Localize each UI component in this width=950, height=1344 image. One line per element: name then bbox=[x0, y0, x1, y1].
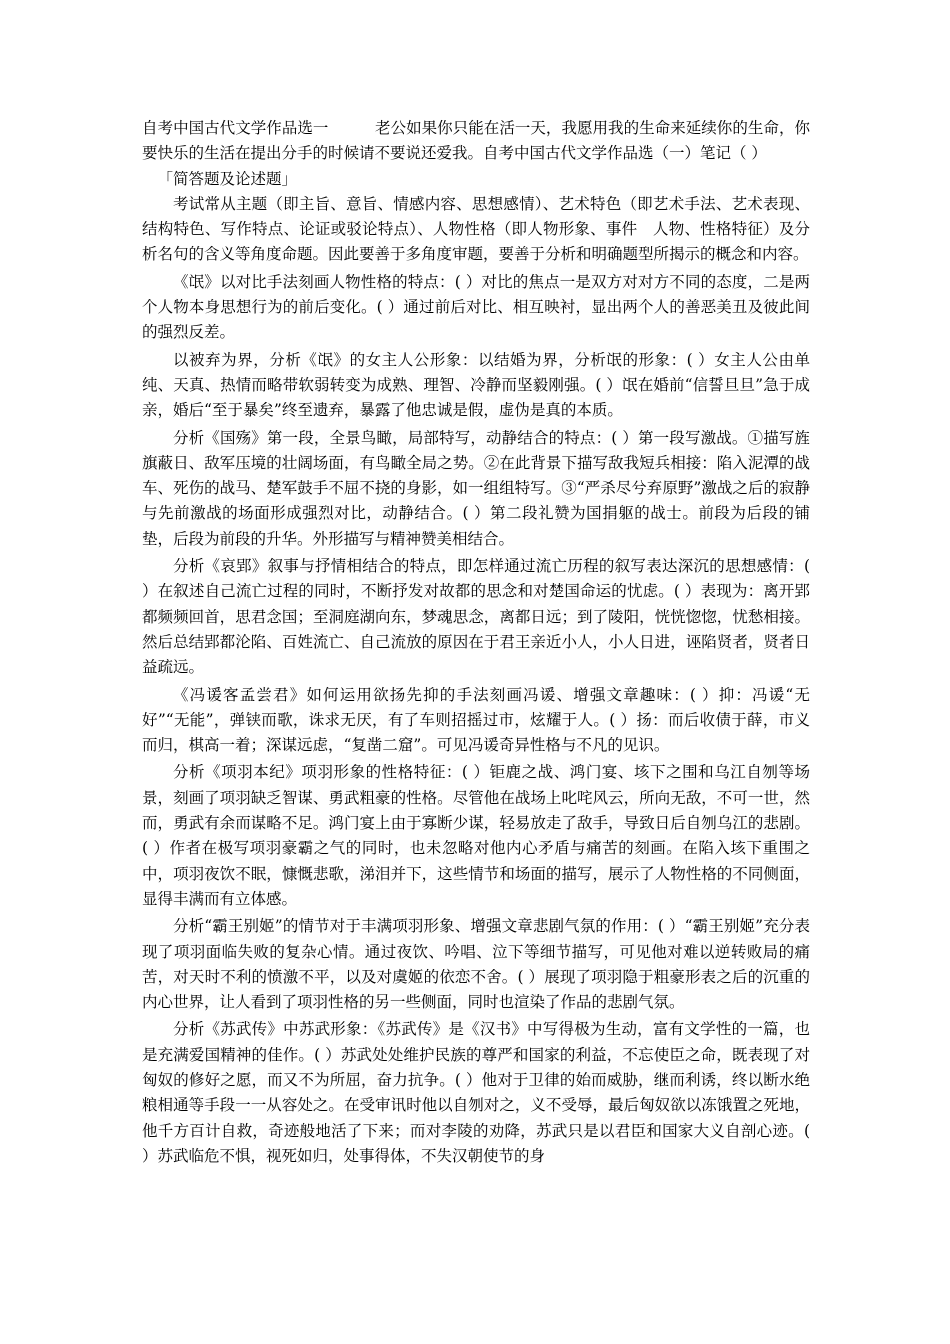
paragraph-mang-heroine: 以被弃为界，分析《氓》的女主人公形象：以结婚为界，分析氓的形象：( ）女主人公由单纯、天真、热情而略带软弱转变为成熟、理智、冷静而坚毅刚强。( ）氓在婚前“信誓旦旦”急于成亲，婚后“至于暴矣”终至遗弃，暴露了他忠诚是假，虚伪是真的本质。 bbox=[142, 350, 810, 420]
paragraph-aiying: 分析《哀郢》叙事与抒情相结合的特点，即怎样通过流亡历程的叙写表达深沉的思想感情：( ）在叙述自己流亡过程的同时，不断抒发对故都的思念和对楚国命运的忧虑。( ）表现为：离开郢都频频回首，思君念国；至洞庭湖向东，梦魂思念，离都日远；到了陵阳，恍恍惚惚，忧愁相接。然后总结郢都沦陷、百姓流亡、自己流放的原因在于君王亲近小人，小人日进，诬陷贤者，贤者日益疏远。 bbox=[142, 557, 810, 677]
paragraph-exam-overview: 考试常从主题（即主旨、意旨、情感内容、思想感情）、艺术特色（即艺术手法、艺术表现、结构特色、写作特点、论证或驳论特点）、人物性格（即人物形象、事件 人物、性格特征）及分析名句的含义等角度命题。因此要善于多角度审题，要善于分析和明确题型所揭示的概念和内容。 bbox=[142, 194, 810, 264]
paragraph-xiangyu-character: 分析《项羽本纪》项羽形象的性格特征：( ）钜鹿之战、鸿门宴、垓下之围和乌江自刎等场景，刻画了项羽缺乏智谋、勇武粗豪的性格。尽管他在战场上叱咤风云，所向无敌，不可一世，然而，勇武有余而谋略不足。鸿门宴上由于寡断少谋，轻易放走了敌手，导致日后自刎乌江的悲剧。( ）作者在极写项羽豪霸之气的同时，也未忽略对他内心矛盾与痛苦的刻画。在陷入垓下重围之中，项羽夜饮不眠，慷慨悲歌，涕泪并下，这些情节和场面的描写，展示了人物性格的不同侧面，显得丰满而有立体感。 bbox=[142, 763, 810, 908]
paragraph-bawang-bieji: 分析“霸王别姬”的情节对于丰满项羽形象、增强文章悲剧气氛的作用：( ）“霸王别姬”充分表现了项羽面临失败的复杂心情。通过夜饮、吟唱、泣下等细节描写，可见他对难以逆转败局的痛苦，对天时不利的愤激不平，以及对虞姬的依恋不舍。( ）展现了项羽隐于粗豪形表之后的沉重的内心世界，让人看到了项羽性格的另一些侧面，同时也渲染了作品的悲剧气氛。 bbox=[142, 917, 810, 1012]
paragraph-suwu: 分析《苏武传》中苏武形象：《苏武传》是《汉书》中写得极为生动，富有文学性的一篇，也是充满爱国精神的佳作。( ）苏武处处维护民族的尊严和国家的利益，不忘使臣之命，既表现了对匈奴的修好之愿，而又不为所屈，奋力抗争。( ）他对于卫律的始而威胁，继而利诱，终以断水绝粮相通等手段一一从容处之。在受审讯时他以自刎对之，义不受辱，最后匈奴欲以冻饿置之死地，他千方百计自救，奇迹般地活了下来；而对李陵的劝降，苏武只是以君臣和国家大义自剖心迹。( ）苏武临危不惧，视死如归，处事得体，不失汉朝使节的身 bbox=[142, 1020, 810, 1165]
section-heading: 「简答题及论述题」 bbox=[157, 169, 298, 188]
paragraph-guoshang: 分析《国殇》第一段，全景鸟瞰，局部特写，动静结合的特点：( ）第一段写激战。①描写旌旗蔽日、敌军压境的壮阔场面，有鸟瞰全局之势。②在此背景下描写敌我短兵相接：陷入泥潭的战车、死伤的战马、楚军鼓手不屈不挠的身影，如一组组特写。③“严杀尽兮弃原野”激战之后的寂静与先前激战的场面形成强烈对比，动静结合。( ）第二段礼赞为国捐躯的战士。前段为后段的铺垫，后段为前段的升华。外形描写与精神赞美相结合。 bbox=[142, 428, 810, 548]
intro-paragraph: 自考中国古代文学作品选一 老公如果你只能在活一天，我愿用我的生命来延续你的生命，你要快乐的生活在提出分手的时候请不要说还爱我。自考中国古代文学作品选（一）笔记（ ） bbox=[142, 119, 810, 163]
paragraph-fengxuan: 《冯谖客孟尝君》如何运用欲扬先抑的手法刻画冯谖、增强文章趣味：( ）抑：冯谖“无好”“无能”，弹铗而歌，诛求无厌，有了车则招摇过市，炫耀于人。( ）扬：而后收债于薛，市义而归，棋高一着；深谋远虑，“复凿二窟”。可见冯谖奇异性格与不凡的见识。 bbox=[142, 685, 810, 755]
document-body bbox=[142, 116, 810, 1169]
paragraph-mang-contrast: 《氓》以对比手法刻画人物性格的特点：( ）对比的焦点一是双方对对方不同的态度，二是两个人物本身思想行为的前后变化。( ）通过前后对比、相互映衬，显出两个人的善恶美丑及彼此间的强烈反差。 bbox=[142, 272, 810, 342]
